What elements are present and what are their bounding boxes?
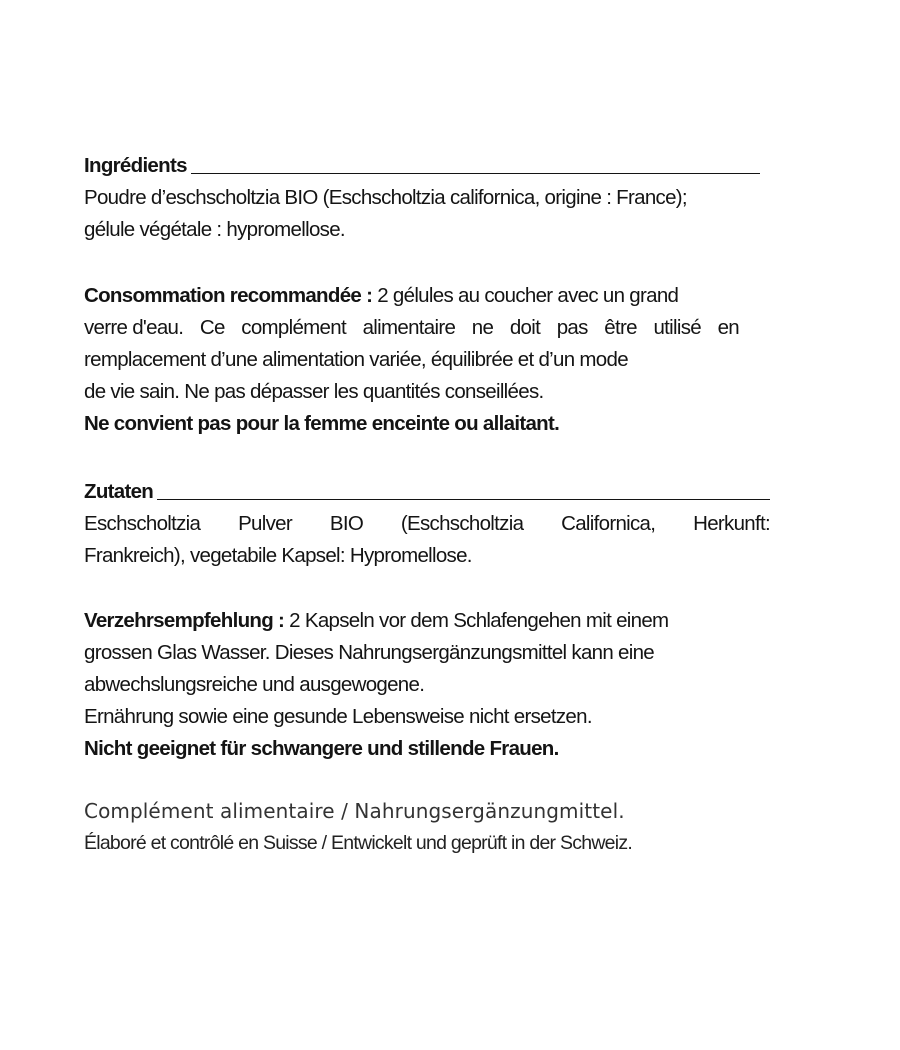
heading-rule	[191, 173, 760, 174]
fr-ingredients-line-2: gélule végétale : hypromellose.	[84, 218, 345, 241]
word: Herkunft:	[693, 512, 770, 535]
word: doit	[509, 316, 541, 339]
footer-section	[84, 795, 774, 859]
fr-ingredients-section	[84, 150, 774, 246]
fr-consumption-label: Consommation recommandée :	[84, 284, 373, 307]
word: verre d'eau.	[84, 316, 184, 339]
word: en	[717, 316, 739, 339]
de-consumption-line-1	[84, 605, 774, 637]
fr-consumption-line-1-text: 2 gélules au coucher avec un grand	[372, 284, 679, 307]
word: pas	[556, 316, 588, 339]
word: alimentaire	[362, 316, 456, 339]
footer-product-type: Complément alimentaire / Nahrungsergänzungmittel.	[84, 799, 625, 823]
fr-consumption-line-3: remplacement d’une alimentation variée, équilibrée et d’un mode	[84, 348, 628, 371]
fr-warning: Ne convient pas pour la femme enceinte ou allaitant.	[84, 412, 560, 435]
footer-origin: Élaboré et contrôlé en Suisse / Entwickelt und geprüft in der Schweiz.	[84, 832, 632, 854]
word: ne	[471, 316, 494, 339]
heading-rule	[157, 499, 770, 500]
de-consumption-line-4: Ernährung sowie eine gesunde Lebensweise nicht ersetzen.	[84, 705, 592, 728]
de-ingredients-heading: Zutaten	[84, 480, 154, 503]
de-ingredients-heading-row	[84, 476, 770, 508]
de-consumption-line-3: abwechslungsreiche und ausgewogene.	[84, 673, 425, 696]
fr-ingredients-line-1: Poudre d’eschscholtzia BIO (Eschscholtzia californica, origine : France);	[84, 186, 687, 209]
word: Ce	[199, 316, 225, 339]
word: BIO	[329, 512, 364, 535]
word: utilisé	[653, 316, 701, 339]
word: (Eschscholtzia	[400, 512, 524, 535]
de-warning: Nicht geeignet für schwangere und stillende Frauen.	[84, 737, 559, 760]
de-consumption-label: Verzehrsempfehlung :	[84, 609, 285, 632]
word: complément	[241, 316, 346, 339]
de-consumption-section	[84, 605, 774, 765]
fr-ingredients-heading: Ingrédients	[84, 154, 187, 177]
fr-consumption-line-1	[84, 280, 774, 312]
de-consumption-line-1-text: 2 Kapseln vor dem Schlafengehen mit einem	[284, 609, 669, 632]
fr-consumption-line-4: de vie sain. Ne pas dépasser les quantités conseillées.	[84, 380, 544, 403]
de-ingredients-line-1	[84, 508, 770, 540]
de-ingredients-line-2: Frankreich), vegetabile Kapsel: Hypromellose.	[84, 544, 472, 567]
fr-consumption-section	[84, 280, 774, 440]
de-consumption-line-2: grossen Glas Wasser. Dieses Nahrungsergänzungsmittel kann eine	[84, 641, 655, 664]
word: Californica,	[561, 512, 656, 535]
fr-consumption-line-2	[84, 312, 739, 344]
de-ingredients-section	[84, 476, 774, 572]
word: Eschscholtzia	[84, 512, 201, 535]
word: Pulver	[238, 512, 292, 535]
fr-ingredients-heading-row	[84, 150, 760, 182]
word: être	[604, 316, 637, 339]
